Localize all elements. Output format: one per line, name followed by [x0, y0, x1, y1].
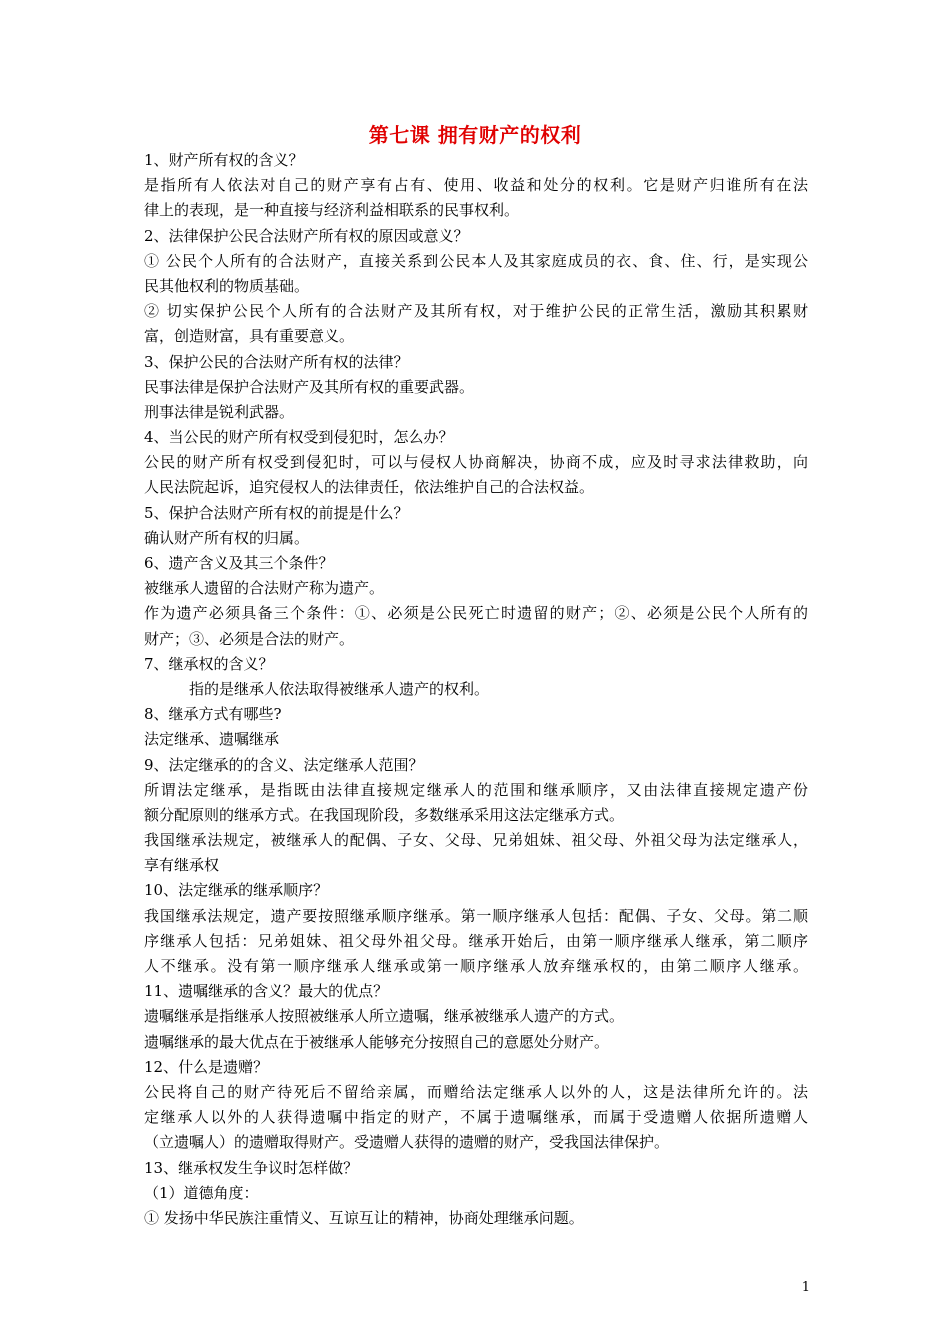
answer-line: 作为遗产必须具备三个条件：①、必须是公民死亡时遗留的财产；②、必须是公民个人所有的 — [144, 604, 808, 623]
question-line: 12、什么是遗赠？ — [144, 1057, 269, 1076]
answer-line: 遗嘱继承是指继承人按照被继承人所立遗嘱，继承被继承人遗产的方式。 — [144, 1007, 625, 1026]
answer-line: 享有继承权 — [144, 856, 220, 875]
question-line: 5、保护合法财产所有权的前提是什么？ — [144, 503, 409, 522]
question-line: 6、遗产含义及其三个条件？ — [144, 554, 334, 572]
answer-line: ① 公民个人所有的合法财产，直接关系到公民本人及其家庭成员的衣、食、住、行，是实现公 — [144, 251, 808, 270]
answer-line: 我国继承法规定，遗产要按照继承顺序继承。第一顺序继承人包括：配偶、子女、父母。第二顺 — [144, 906, 808, 925]
question-line: 7、继承权的含义？ — [144, 654, 274, 673]
question-line: 9、法定继承的的含义、法定继承人范围？ — [144, 755, 424, 774]
answer-line: 公民的财产所有权受到侵犯时，可以与侵权人协商解决，协商不成，应及时寻求法律救助，向 — [144, 453, 808, 472]
answer-line: 序继承人包括：兄弟姐妹、祖父母外祖父母。继承开始后，由第一顺序继承人继承，第二顺序 — [144, 931, 808, 950]
answer-line: 法定继承、遗嘱继承 — [144, 730, 280, 749]
answer-line: 民其他权利的物质基础。 — [144, 276, 310, 295]
question-line: 3、保护公民的合法财产所有权的法律？ — [144, 352, 409, 371]
answer-line: 刑事法律是锐利武器。 — [144, 402, 295, 421]
answer-line: 定继承人以外的人获得遗嘱中指定的财产，不属于遗嘱继承，而属于受遗赠人依据所遗赠人 — [144, 1108, 808, 1127]
answer-line: 人不继承。没有第一顺序继承人继承或第一顺序继承人放弃继承权的，由第二顺序人继承。 — [144, 957, 808, 975]
answer-line: （立遗嘱人）的遗赠取得财产。受遗赠人获得的遗赠的财产，受我国法律保护。 — [144, 1133, 670, 1152]
answer-line: 公民将自己的财产待死后不留给亲属，而赠给法定继承人以外的人，这是法律所允许的。法 — [144, 1082, 808, 1101]
question-line: 2、法律保护公民合法财产所有权的原因或意义？ — [144, 226, 469, 245]
answer-line: 被继承人遗留的合法财产称为遗产。 — [144, 579, 385, 598]
answer-line: 所谓法定继承，是指既由法律直接规定继承人的范围和继承顺序，又由法律直接规定遗产份 — [144, 780, 808, 799]
question-line: 4、当公民的财产所有权受到侵犯时，怎么办？ — [144, 428, 454, 447]
answer-line: 我国继承法规定，被继承人的配偶、子女、父母、兄弟姐妹、祖父母、外祖父母为法定继承人， — [144, 831, 808, 850]
answer-line: 遗嘱继承的最大优点在于被继承人能够充分按照自己的意愿处分财产。 — [144, 1032, 610, 1051]
question-line: 8、继承方式有哪些? — [144, 705, 282, 724]
sub-heading-line: （1）道德角度： — [144, 1183, 259, 1202]
answer-line: 律上的表现，是一种直接与经济利益相联系的民事权利。 — [144, 201, 520, 220]
answer-line: 额分配原则的继承方式。在我国现阶段，多数继承采用这法定继承方式。 — [144, 805, 625, 824]
answer-line: 财产；③、必须是合法的财产。 — [144, 629, 355, 648]
document-body — [144, 148, 808, 1231]
question-line: 11、遗嘱继承的含义？最大的优点？ — [144, 982, 389, 1001]
answer-line: 是指所有人依法对自己的财产享有占有、使用、收益和处分的权利。它是财产归谁所有在法 — [144, 176, 808, 195]
page-title: 第七课 拥有财产的权利 — [368, 123, 582, 147]
answer-line: ① 发扬中华民族注重情义、互谅互让的精神，协商处理继承问题。 — [144, 1208, 584, 1227]
answer-line: 确认财产所有权的归属。 — [144, 528, 310, 547]
answer-line: 指的是继承人依法取得被继承人遗产的权利。 — [189, 679, 490, 698]
answer-line: ② 切实保护公民个人所有的合法财产及其所有权，对于维护公民的正常生活，激励其积累财 — [144, 302, 808, 321]
question-line: 10、法定继承的继承顺序？ — [144, 881, 329, 900]
question-line: 1、财产所有权的含义？ — [144, 151, 304, 169]
answer-line: 富，创造财富，具有重要意义。 — [144, 327, 355, 346]
page-number: 1 — [801, 1280, 810, 1295]
answer-line: 民事法律是保护合法财产及其所有权的重要武器。 — [144, 377, 475, 396]
answer-line: 人民法院起诉，追究侵权人的法律责任，依法维护自己的合法权益。 — [144, 478, 595, 497]
question-line: 13、继承权发生争议时怎样做？ — [144, 1158, 359, 1177]
